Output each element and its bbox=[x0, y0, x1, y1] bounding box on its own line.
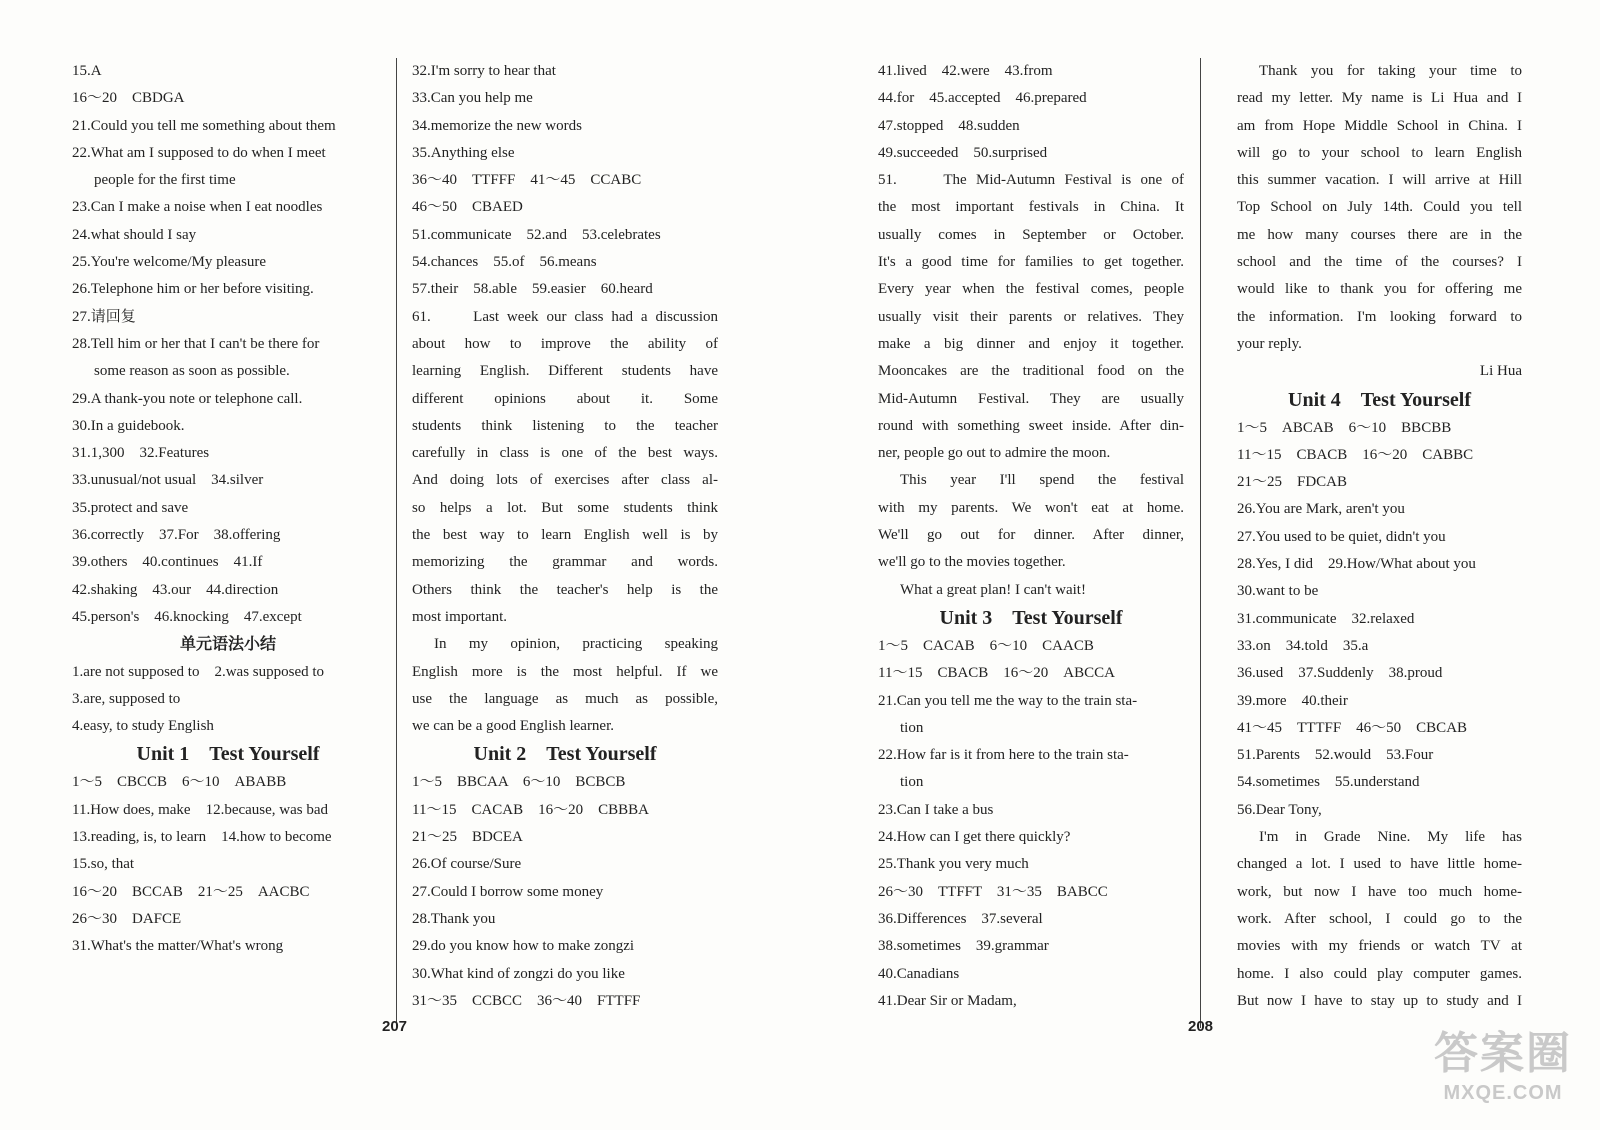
paragraph-line: home. I also could play computer games. bbox=[1237, 965, 1522, 982]
answer-line: 31.communicate 32.relaxed bbox=[1237, 610, 1415, 627]
answer-line: some reason as soon as possible. bbox=[94, 363, 290, 380]
answer-line: 36.correctly 37.For 38.offering bbox=[72, 527, 281, 544]
paragraph-line: In my opinion, practicing speaking bbox=[434, 636, 718, 653]
answer-line: 22.What am I supposed to do when I meet bbox=[72, 144, 326, 161]
answer-line: 28.Yes, I did 29.How/What about you bbox=[1237, 556, 1476, 573]
answer-line: 56.Dear Tony, bbox=[1237, 801, 1322, 818]
answer-line: 16～20 CBDGA bbox=[72, 90, 185, 107]
answer-line: 23.Can I take a bus bbox=[878, 801, 994, 818]
paragraph-line: And doing lots of exercises after class al- bbox=[412, 472, 718, 489]
paragraph-line: But now I have to stay up to study and I bbox=[1237, 992, 1522, 1009]
column-3 bbox=[878, 58, 1184, 1015]
unit-heading: Unit 4 Test Yourself bbox=[1288, 388, 1471, 411]
answer-line: 31～35 CCBCC 36～40 FTTFF bbox=[412, 992, 641, 1009]
answer-line: What a great plan! I can't wait! bbox=[900, 581, 1086, 598]
paragraph-line: usually visit their parents or relatives. They bbox=[878, 308, 1184, 325]
answer-line: 11～15 CBACB 16～20 CABBC bbox=[1237, 446, 1474, 463]
answer-line: 35.protect and save bbox=[72, 499, 189, 516]
paragraph-line: make a big dinner and enjoy it together. bbox=[878, 335, 1184, 352]
answer-line: we'll go to the movies together. bbox=[878, 554, 1066, 571]
answer-line: 57.their 58.able 59.easier 60.heard bbox=[412, 281, 653, 298]
paragraph-line: work. After school, I could go to the bbox=[1237, 910, 1522, 927]
answer-line: 26.Telephone him or her before visiting. bbox=[72, 281, 314, 298]
paragraph-line: will go to your school to learn English bbox=[1237, 144, 1522, 161]
answer-line: 47.stopped 48.sudden bbox=[878, 117, 1020, 134]
answer-line: tion bbox=[900, 774, 924, 791]
answer-line: 42.shaking 43.our 44.direction bbox=[72, 581, 279, 598]
answer-line: 32.I'm sorry to hear that bbox=[412, 63, 556, 79]
answer-line: 21.Could you tell me something about them bbox=[72, 117, 336, 134]
paragraph-line: changed a lot. I used to have little home- bbox=[1237, 856, 1522, 873]
answer-line: tion bbox=[900, 719, 924, 736]
answer-line: 27.Could I borrow some money bbox=[412, 883, 604, 900]
answer-line: 38.sometimes 39.grammar bbox=[878, 938, 1049, 955]
paragraph-line: learning English. Different students have bbox=[412, 363, 718, 380]
answer-line: 41.Dear Sir or Madam, bbox=[878, 992, 1017, 1009]
paragraph-line: 51. The Mid-Autumn Festival is one of bbox=[878, 172, 1184, 189]
answer-line: 30.What kind of zongzi do you like bbox=[412, 965, 625, 982]
answer-line: 3.are, supposed to bbox=[72, 690, 181, 707]
answer-line: 29.A thank-you note or telephone call. bbox=[72, 390, 303, 407]
answer-line: 15.A bbox=[72, 63, 102, 79]
paragraph-line: Every year when the festival comes, people bbox=[878, 281, 1184, 298]
answer-line: 44.for 45.accepted 46.prepared bbox=[878, 90, 1087, 107]
paragraph-line: work, but now I have too much home- bbox=[1237, 883, 1522, 900]
answer-line: 27.You used to be quiet, didn't you bbox=[1237, 528, 1446, 545]
answer-line: 26～30 DAFCE bbox=[72, 910, 182, 927]
paragraph-line: the best way to learn English well is by bbox=[412, 527, 718, 544]
answer-line: 11.How does, make 12.because, was bad bbox=[72, 801, 329, 818]
paragraph-line: about how to improve the ability of bbox=[412, 335, 718, 352]
answer-line: 39.more 40.their bbox=[1237, 692, 1348, 709]
paragraph-line: students think listening to the teacher bbox=[412, 417, 718, 434]
section-heading: 单元语法小结 bbox=[179, 636, 276, 654]
unit-heading: Unit 2 Test Yourself bbox=[473, 743, 657, 766]
answer-line: 46～50 CBAED bbox=[412, 199, 523, 216]
answer-line: 28.Tell him or her that I can't be there for bbox=[72, 335, 320, 352]
answer-line: 41.lived 42.were 43.from bbox=[878, 63, 1053, 79]
answer-line: 39.others 40.continues 41.If bbox=[72, 554, 263, 571]
column-2 bbox=[412, 58, 718, 1015]
answer-line: 23.Can I make a noise when I eat noodles bbox=[72, 199, 323, 216]
answer-line: 33.on 34.told 35.a bbox=[1237, 637, 1369, 654]
answer-line: 25.You're welcome/My pleasure bbox=[72, 254, 267, 271]
answer-line: 1～5 CACAB 6～10 CAACB bbox=[878, 637, 1094, 654]
answer-line: 35.Anything else bbox=[412, 144, 515, 161]
signature-line: Li Hua bbox=[1479, 363, 1522, 380]
answer-line: 36.used 37.Suddenly 38.proud bbox=[1237, 665, 1443, 682]
answer-line: 54.chances 55.of 56.means bbox=[412, 254, 597, 271]
answer-line: 36～40 TTFFF 41～45 CCABC bbox=[412, 172, 642, 189]
answer-line: 28.Thank you bbox=[412, 910, 496, 927]
answer-line: 45.person's 46.knocking 47.except bbox=[72, 608, 302, 625]
paragraph-line: 61. Last week our class had a discussion bbox=[412, 308, 718, 325]
paragraph-line: movies with my friends or watch TV at bbox=[1237, 938, 1522, 955]
answer-line: 1～5 ABCAB 6～10 BBCBB bbox=[1237, 419, 1452, 436]
answer-line: most important. bbox=[412, 608, 507, 625]
answer-line: 54.sometimes 55.understand bbox=[1237, 774, 1420, 791]
answer-line: 40.Canadians bbox=[878, 965, 960, 982]
answer-line: 1.are not supposed to 2.was supposed to bbox=[72, 663, 325, 680]
answer-line: 1～5 BBCAA 6～10 BCBCB bbox=[412, 774, 626, 791]
answer-line: 26.Of course/Sure bbox=[412, 856, 522, 873]
answer-line: 41～45 TTTFF 46～50 CBCAB bbox=[1237, 719, 1468, 736]
paragraph-line: I'm in Grade Nine. My life has bbox=[1259, 829, 1522, 846]
answer-line: 16～20 BCCAB 21～25 AACBC bbox=[72, 883, 310, 900]
answer-line: your reply. bbox=[1237, 335, 1302, 352]
answer-line: 27.请回复 bbox=[72, 308, 136, 325]
answer-line: 21.Can you tell me the way to the train sta- bbox=[878, 692, 1138, 709]
paragraph-line: so helps a lot. But some students think bbox=[412, 499, 718, 516]
answer-line: 25.Thank you very much bbox=[878, 856, 1029, 873]
paragraph-line: use the language as much as possible, bbox=[412, 690, 718, 707]
answer-line: 51.Parents 52.would 53.Four bbox=[1237, 747, 1434, 764]
paragraph-line: We'll go out for dinner. After dinner, bbox=[878, 527, 1184, 544]
paragraph-line: Mid-Autumn Festival. They are usually bbox=[878, 390, 1184, 407]
answer-line: 21～25 BDCEA bbox=[412, 829, 523, 846]
answer-line: 26.You are Mark, aren't you bbox=[1237, 501, 1405, 518]
answer-line: 31.What's the matter/What's wrong bbox=[72, 938, 284, 955]
answer-line: 31.1,300 32.Features bbox=[72, 445, 210, 462]
column-1 bbox=[72, 58, 384, 961]
paragraph-line: Top School on July 14th. Could you tell bbox=[1237, 199, 1522, 216]
answer-line: we can be a good English learner. bbox=[412, 718, 615, 735]
unit-heading: Unit 3 Test Yourself bbox=[939, 606, 1123, 629]
paragraph-line: English more is the most helpful. If we bbox=[412, 663, 718, 680]
column-divider bbox=[396, 58, 397, 1028]
paragraph-line: Mooncakes are the traditional food on the bbox=[878, 363, 1184, 380]
answer-line: 11～15 CACAB 16～20 CBBBA bbox=[412, 801, 649, 818]
paragraph-line: this summer vacation. I will arrive at Hill bbox=[1237, 172, 1522, 189]
answer-line: 15.so, that bbox=[72, 856, 135, 873]
answer-line: 21～25 FDCAB bbox=[1237, 474, 1348, 491]
answer-line: 11～15 CBACB 16～20 ABCCA bbox=[878, 665, 1115, 682]
paragraph-line: It's a good time for families to get together. bbox=[878, 254, 1184, 271]
paragraph-line: the most important festivals in China. It bbox=[878, 199, 1184, 216]
answer-line: 51.communicate 52.and 53.celebrates bbox=[412, 226, 661, 243]
paragraph-line: with my parents. We won't eat at home. bbox=[878, 499, 1184, 516]
paragraph-line: round with something sweet inside. After din- bbox=[878, 417, 1184, 434]
paragraph-line: me how many courses there are in the bbox=[1237, 226, 1522, 243]
answer-line: ner, people go out to admire the moon. bbox=[878, 445, 1111, 462]
answer-line: 29.do you know how to make zongzi bbox=[412, 938, 635, 955]
answer-line: 36.Differences 37.several bbox=[878, 910, 1043, 927]
answer-line: 49.succeeded 50.surprised bbox=[878, 144, 1048, 161]
paragraph-line: school and the time of the courses? I bbox=[1237, 254, 1522, 271]
paragraph-line: carefully in class is one of the best ways. bbox=[412, 445, 718, 462]
paragraph-line: Others think the teacher's help is the bbox=[412, 581, 718, 598]
paragraph-line: This year I'll spend the festival bbox=[900, 472, 1184, 489]
paragraph-line: am from Hope Middle School in China. I bbox=[1237, 117, 1522, 134]
answer-line: 1～5 CBCCB 6～10 ABABB bbox=[72, 774, 287, 791]
page-number-left: 207 bbox=[382, 1018, 408, 1035]
answer-line: 22.How far is it from here to the train sta- bbox=[878, 747, 1129, 764]
answer-line: 34.memorize the new words bbox=[412, 117, 582, 134]
paragraph-line: Thank you for taking your time to bbox=[1259, 63, 1522, 79]
answer-line: 4.easy, to study English bbox=[72, 718, 214, 735]
paragraph-line: usually comes in September or October. bbox=[878, 226, 1184, 243]
watermark-logo: 答案圈 MXQE.COM bbox=[1434, 1029, 1572, 1104]
column-4 bbox=[1237, 58, 1522, 1015]
column-divider bbox=[1200, 58, 1201, 1028]
paragraph-line: memorizing the grammar and words. bbox=[412, 554, 718, 571]
answer-line: 30.In a guidebook. bbox=[72, 417, 185, 434]
unit-heading: Unit 1 Test Yourself bbox=[136, 743, 320, 766]
page-number-right: 208 bbox=[1188, 1018, 1214, 1035]
answer-line: 33.unusual/not usual 34.silver bbox=[72, 472, 264, 489]
paragraph-line: would like to thank you for offering me bbox=[1237, 281, 1522, 298]
answer-line: 24.what should I say bbox=[72, 226, 197, 243]
answer-line: people for the first time bbox=[94, 172, 236, 189]
paragraph-line: the information. I'm looking forward to bbox=[1237, 308, 1522, 325]
answer-line: 30.want to be bbox=[1237, 583, 1319, 600]
paragraph-line: different opinions about it. Some bbox=[412, 390, 718, 407]
answer-line: 26～30 TTFFT 31～35 BABCC bbox=[878, 883, 1108, 900]
paragraph-line: read my letter. My name is Li Hua and I bbox=[1237, 90, 1522, 107]
answer-line: 13.reading, is, to learn 14.how to become bbox=[72, 829, 332, 846]
answer-line: 33.Can you help me bbox=[412, 90, 533, 107]
answer-line: 24.How can I get there quickly? bbox=[878, 829, 1071, 846]
